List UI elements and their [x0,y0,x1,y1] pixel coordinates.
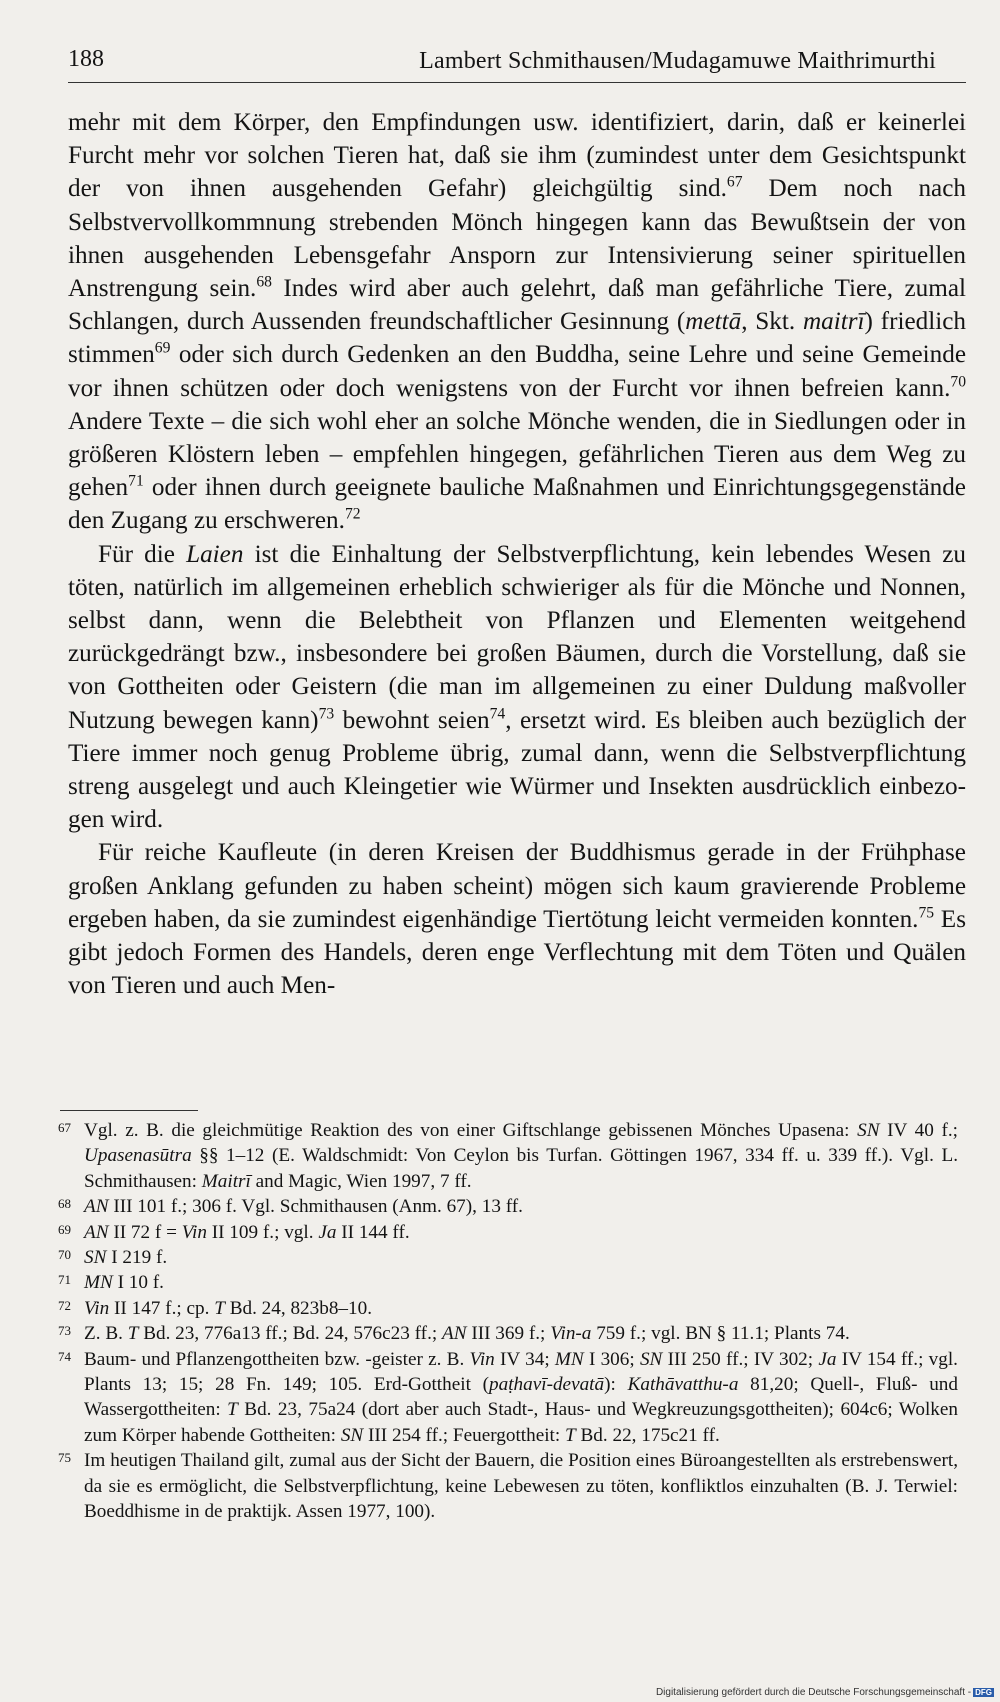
italic-term: SN [340,1424,364,1446]
footnote-ref: 69 [154,340,171,358]
body-paragraph [68,836,966,1002]
body-paragraph [68,538,966,837]
text-run: Dem noch nach Selbstvervollkommnung strebenden Mönch hingegen kann das Bewußtsein der von ihnen ausgehenden Lebensgefahr Ansporn zur Intensivierung seiner spirituellen Anstrengung sein. [68,175,967,303]
footnote-number: 71 [58,1272,71,1288]
footnote-number: 70 [58,1247,71,1263]
italic-term: Vin [469,1348,495,1370]
text-run: IV 40 f.; [879,1120,958,1141]
text-run: Andere Texte – die sich wohl eher an solche Mönche wenden, die in Siedlungen oder in größeren Klöstern leben – empfehlen hingegen, gefährlichen Tieren aus dem Weg zu gehen [68,407,966,502]
text-run: 759 f.; vgl. BN § 11.1; Plants 74. [591,1323,850,1345]
text-run: bewohnt seien [334,706,490,734]
italic-term: AN [84,1221,109,1243]
page-number: 188 [68,46,104,72]
text-run: Z. B. [84,1323,128,1345]
footnote-ref: 73 [318,705,335,723]
footnote-number: 75 [58,1450,71,1466]
footnote-ref: 72 [344,506,361,524]
text-run: II 109 f.; vgl. [206,1221,319,1243]
text-run: II 144 ff. [336,1221,410,1243]
text-run: Für die [98,540,187,568]
italic-term: mettā [685,308,742,336]
italic-term: Vin-a [550,1323,592,1345]
running-header [68,44,966,82]
text-run: ist die Einhaltung der Selbstverpflichtung, kein lebendes Wesen zu töten, natürlich im allgemeinen erheblich schwieriger als für die Mönche und Nonnen, selbst dann, wenn die Belebtheit von Pflanzen und Elementen weitgehend zurückgedrängt bzw., insbesondere bei großen Bäumen, durch die Vorstellung, daß sie von Gottheiten oder Geistern (die man im allgemeinen zu einer Duldung maßvoller Nutzung bewegen kann) [68,540,966,734]
text-run: oder ihnen durch geeignete bauliche Maßnahmen und Einrichtungsgegenstände den Zugang zu erschweren. [68,474,966,535]
text-run: IV 34; [494,1348,555,1370]
footnote [58,1245,958,1270]
footnote [58,1448,958,1524]
italic-term: T [214,1297,225,1319]
footnote [58,1270,958,1295]
digitization-note [656,1687,994,1698]
dfg-logo: DFG [975,1688,992,1697]
text-run: Vgl. z. B. die gleichmütige Reaktion des von einer Giftschlange gebissenen Mönches Upasena: [84,1120,858,1141]
text-run: Bd. 23, 75a24 (dort aber auch Stadt-, Haus- und Wegkreuzungsgottheiten); 604c6; Wolken zum Körper habende Gottheiten: [84,1399,958,1446]
footnote-number: 73 [58,1323,71,1339]
running-title: Lambert Schmithausen/Mudagamuwe Maithrimurthi [419,48,936,74]
text-run: III 101 f.; 306 f. Vgl. Schmithausen (Anm. 67), 13 ff. [108,1196,523,1218]
footnote-ref: 67 [726,174,743,192]
footnote-ref: 71 [128,472,144,490]
italic-term: Ja [818,1348,837,1370]
footnote-number: 72 [58,1297,71,1313]
italic-term: paṭhavī-devatā [489,1374,605,1396]
text-run: 81,20; Quell-, Fluß- und Wassergottheiten: [84,1374,958,1421]
text-run: ): [604,1374,628,1396]
footnote [58,1321,958,1346]
text-run: , ersetzt wird. Es bleiben auch bezüglich der Tiere immer noch genug Probleme übrig, zumal dann, wenn die Selbstverpflichtung streng ausgelegt und auch Kleingetier wie Würmer und Insekten ausdrücklich einbezogen wird. [68,706,966,834]
italic-term: Kathāvatthu-a [627,1374,739,1396]
body-paragraph [68,106,966,538]
text-run: Es gibt jedoch Formen des Handels, deren enge Verflechtung mit dem Töten und Quälen von Tieren und auch Men- [68,905,966,1000]
italic-term: AN [442,1323,467,1345]
footnote-separator [60,1110,198,1111]
text-run: IV 154 ff.; vgl. Plants 13; 15; 28 Fn. 149; 105. Erd-Gottheit ( [84,1348,958,1396]
text-run: Im heutigen Thailand gilt, zumal aus der Sicht der Bauern, die Position eines Büroangestellten als erstrebenswert, da sie es ermöglicht, die Selbstverpflichtung, keine Lebewesen zu töten, konfliktlos einzuhalten (B. J. Terwiel: Boeddhisme in de praktijk. Assen 1977, 100). [84,1450,958,1523]
italic-term: Vin [84,1297,110,1319]
footnote-ref: 70 [950,373,966,391]
footnote [58,1220,958,1245]
text-run: Bd. 23, 776a13 ff.; Bd. 24, 576c23 ff.; [138,1323,442,1345]
text-run: mehr mit dem Körper, den Empfindungen usw. identifiziert, darin, daß er keinerlei Furcht mehr vor solchen Tieren hat, daß sie ihm (zumindest unter dem Gesichtspunkt der von ihnen ausgehenden Gefahr) gleichgültig sind. [68,109,966,203]
text-run: Baum- und Pflanzengottheiten bzw. -geister z. B. [84,1348,470,1370]
footnote [58,1347,958,1449]
italic-term: Ja [318,1221,337,1243]
text-run: III 254 ff.; Feuergottheit: [363,1424,566,1446]
header-rule [68,82,966,83]
footnote-ref: 68 [256,273,272,291]
footnote-ref: 75 [918,904,935,922]
footnote-ref: 74 [489,705,506,723]
footnote [58,1194,958,1219]
text-run: Bd. 24, 823b8–10. [224,1297,373,1319]
italic-term: SN [639,1348,663,1370]
text-run: , Skt. [741,308,803,336]
italic-term: T [227,1399,238,1421]
footnote [58,1296,958,1321]
footnote [58,1118,958,1194]
italic-term: Laien [186,540,244,568]
text-run: Indes wird aber auch gelehrt, daß man gefährliche Tiere, zumal Schlangen, durch Aussenden freundschaftlicher Gesinnung ( [68,275,967,336]
italic-term: MN [554,1348,584,1370]
italic-term: T [565,1424,576,1446]
text-run: III 250 ff.; IV 302; [662,1348,819,1370]
footnotes [58,1118,958,1525]
text-run: II 147 f.; cp. [109,1297,215,1319]
footnote-number: 67 [58,1120,71,1135]
italic-term: Upasenasūtra [84,1145,192,1167]
footnote-number: 68 [58,1196,71,1212]
italic-term: T [127,1323,139,1345]
footnote-number: 69 [58,1221,71,1237]
text-run: I 219 f. [106,1247,168,1269]
text-run: I 306; [583,1348,640,1370]
text-run: oder sich durch Gedenken an den Buddha, seine Lehre und seine Gemeinde vor ihnen schützen oder doch wenigstens von der Furcht vor ihnen befreien kann. [68,341,966,402]
footnote-number: 74 [58,1348,71,1364]
italic-term: SN [84,1247,107,1269]
main-text [68,106,966,1002]
italic-term: Vin [181,1221,207,1243]
text-run: II 72 f = [108,1221,182,1243]
italic-term: SN [857,1120,880,1141]
italic-term: Maitrī [201,1170,251,1192]
digitization-text: Digitalisierung gefördert durch die Deutsche Forschungsgemeinschaft - [655,1687,972,1698]
text-run: ) friedlich stimmen [68,308,966,369]
italic-term: MN [84,1272,113,1294]
text-run: Bd. 22, 175c21 ff. [575,1424,720,1446]
text-run: Für reiche Kaufleute (in deren Kreisen der Buddhismus gerade in der Frühphase großen Anklang gefunden zu haben scheint) mögen sich kaum gravierende Probleme ergeben haben, da sie zumindest eigenhändige Tiertötung leicht vermeiden konnten. [68,839,966,933]
text-run: III 369 f.; [466,1323,551,1345]
italic-term: maitrī [802,308,865,336]
text-run: I 10 f. [112,1272,164,1294]
text-run: and Magic, Wien 1997, 7 ff. [250,1170,472,1192]
text-run: §§ 1–12 (E. Waldschmidt: Von Ceylon bis Turfan. Göttingen 1967, 334 ff. u. 339 ff.). Vgl. L. Schmithausen: [84,1145,958,1192]
italic-term: AN [84,1196,109,1218]
